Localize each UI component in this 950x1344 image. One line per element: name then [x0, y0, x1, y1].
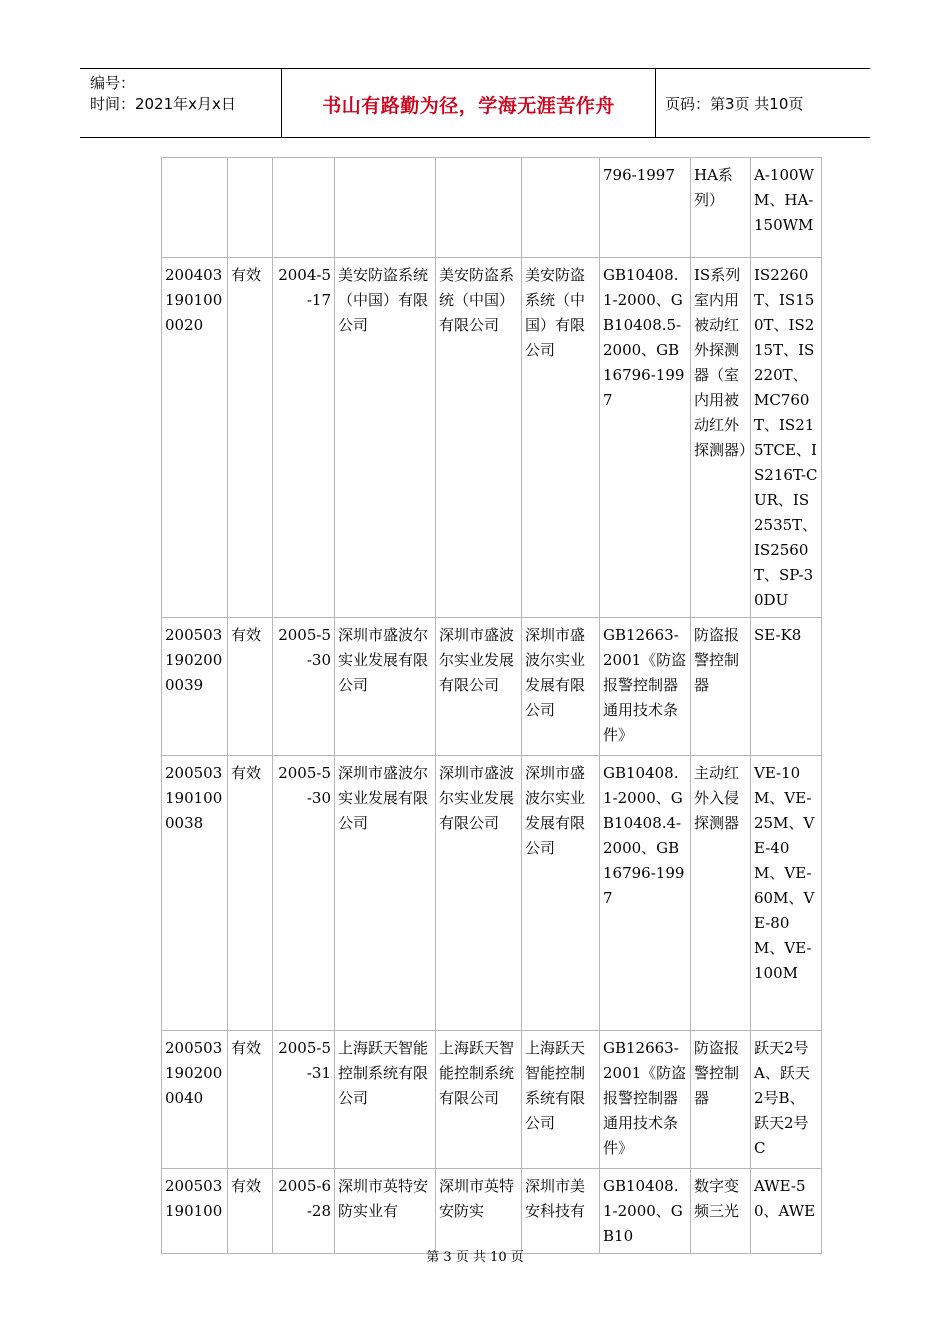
cell-standard: GB10408.1-2000、GB10408.4-2000、GB16796-1997 — [600, 756, 691, 1031]
cell-cert-number: 2004031901000020 — [162, 258, 228, 618]
cell-cert-number — [162, 158, 228, 258]
table-row — [162, 618, 822, 756]
cell-model: 跃天2号A、跃天2号B、跃天2号C — [751, 1031, 822, 1169]
cell-manufacturer: 深圳市英特安防实 — [436, 1169, 522, 1254]
cell-status: 有效 — [228, 1169, 273, 1254]
cell-factory: 上海跃天智能控制系统有限公司 — [522, 1031, 600, 1169]
header-motto: 书山有路勤为径，学海无涯苦作舟 — [322, 95, 615, 117]
cell-standard: GB12663-2001《防盗报警控制器通用技术条件》 — [600, 618, 691, 756]
cell-standard: GB12663-2001《防盗报警控制器通用技术条件》 — [600, 1031, 691, 1169]
cell-model: AWE-50、AWE — [751, 1169, 822, 1254]
cell-model: SE-K8 — [751, 618, 822, 756]
cell-factory: 深圳市盛波尔实业发展有限公司 — [522, 618, 600, 756]
cell-model: VE-10M、VE-25M、VE-40M、VE-60M、VE-80M、VE-100M — [751, 756, 822, 1031]
serial-label: 编号： — [90, 74, 136, 92]
header-meta — [90, 73, 280, 115]
page-footer: 第 3 页 共 10 页 — [426, 1250, 524, 1265]
cell-applicant — [335, 158, 436, 258]
cell-product-name: IS系列室内用被动红外探测器（室内用被动红外探测器） — [691, 258, 751, 618]
cell-applicant: 深圳市盛波尔实业发展有限公司 — [335, 618, 436, 756]
cell-factory: 美安防盗系统（中国）有限公司 — [522, 258, 600, 618]
cell-applicant: 上海跃天智能控制系统有限公司 — [335, 1031, 436, 1169]
cell-factory — [522, 158, 600, 258]
cell-standard: GB10408.1-2000、GB10 — [600, 1169, 691, 1254]
cell-issue-date: 2005-6-28 — [273, 1169, 335, 1254]
cell-issue-date: 2004-5-17 — [273, 258, 335, 618]
cell-issue-date: 2005-5-31 — [273, 1031, 335, 1169]
cell-standard: 796-1997 — [600, 158, 691, 258]
cell-factory: 深圳市盛波尔实业发展有限公司 — [522, 756, 600, 1031]
cell-issue-date: 2005-5-30 — [273, 618, 335, 756]
cell-product-name: 防盗报警控制器 — [691, 618, 751, 756]
cell-status: 有效 — [228, 756, 273, 1031]
certificate-table — [161, 157, 822, 1254]
cell-manufacturer: 深圳市盛波尔实业发展有限公司 — [436, 618, 522, 756]
table-row — [162, 1031, 822, 1169]
cell-applicant: 深圳市英特安防实业有 — [335, 1169, 436, 1254]
cell-model: A-100WM、HA-150WM — [751, 158, 822, 258]
table-row — [162, 1169, 822, 1254]
cell-manufacturer: 深圳市盛波尔实业发展有限公司 — [436, 756, 522, 1031]
cell-applicant: 美安防盗系统（中国）有限公司 — [335, 258, 436, 618]
cell-product-name: HA系列） — [691, 158, 751, 258]
cell-model: IS2260T、IS150T、IS215T、IS220T、MC760T、IS215TCE、IS216T-CUR、IS2535T、IS2560T、SP-30DU — [751, 258, 822, 618]
cell-status: 有效 — [228, 258, 273, 618]
cell-status — [228, 158, 273, 258]
cell-cert-number: 2005031902000040 — [162, 1031, 228, 1169]
table-row — [162, 756, 822, 1031]
cell-manufacturer — [436, 158, 522, 258]
header-divider — [655, 69, 656, 137]
cell-cert-number: 200503190100 — [162, 1169, 228, 1254]
cell-manufacturer: 美安防盗系统（中国）有限公司 — [436, 258, 522, 618]
cell-issue-date — [273, 158, 335, 258]
cell-cert-number: 2005031902000039 — [162, 618, 228, 756]
cell-cert-number: 2005031901000038 — [162, 756, 228, 1031]
cell-factory: 深圳市美安科技有 — [522, 1169, 600, 1254]
cell-applicant: 深圳市盛波尔实业发展有限公司 — [335, 756, 436, 1031]
cell-standard: GB10408.1-2000、GB10408.5-2000、GB16796-1997 — [600, 258, 691, 618]
table-row — [162, 158, 822, 258]
time-label: 时间：2021年x月x日 — [90, 95, 236, 113]
header-page-info: 页码：第3页 共10页 — [665, 95, 804, 113]
cell-status: 有效 — [228, 1031, 273, 1169]
cell-manufacturer: 上海跃天智能控制系统有限公司 — [436, 1031, 522, 1169]
cell-issue-date: 2005-5-30 — [273, 756, 335, 1031]
table-row — [162, 258, 822, 618]
cell-product-name: 防盗报警控制器 — [691, 1031, 751, 1169]
cell-product-name: 主动红外入侵探测器 — [691, 756, 751, 1031]
cell-product-name: 数字变频三光 — [691, 1169, 751, 1254]
page-header — [80, 68, 870, 138]
cell-status: 有效 — [228, 618, 273, 756]
